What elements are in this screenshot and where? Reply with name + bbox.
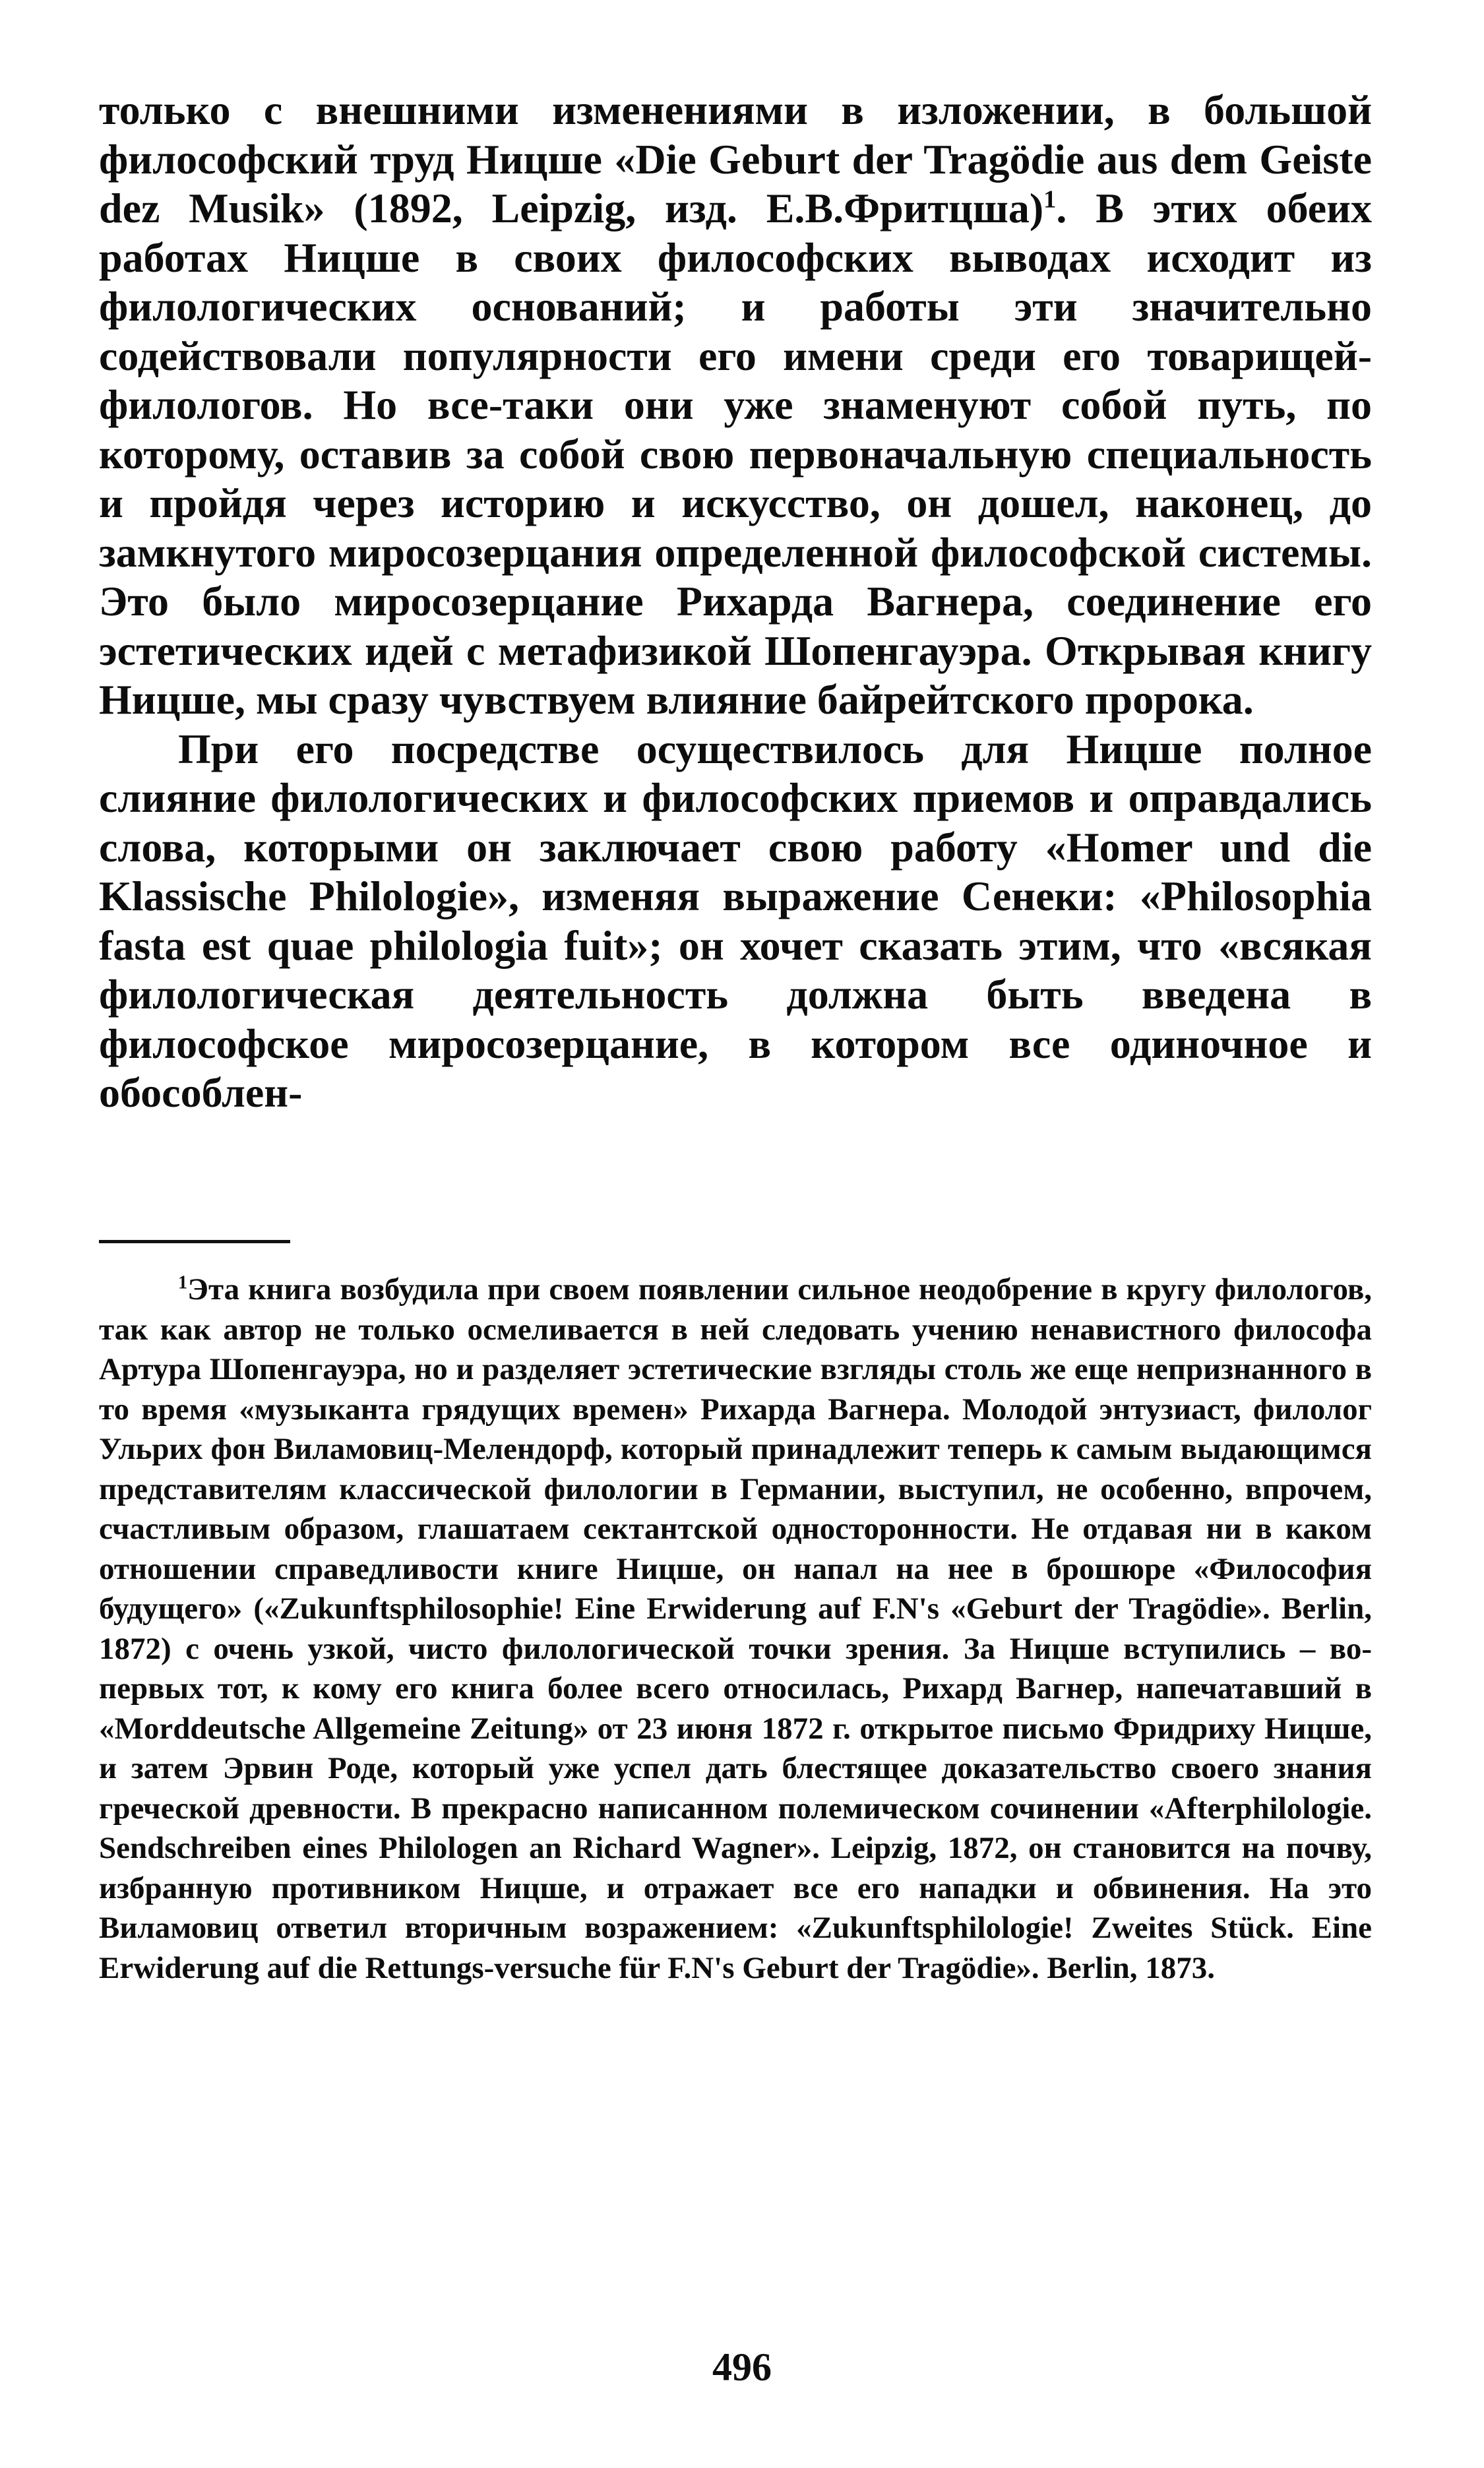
footnote-text: Эта книга возбудила при своем появлении сильное неодобрение в кругу филологов, так как автор не только осмеливается в ней следовать учению ненавистного философа Артура Шопенгауэра, но и разделяет эстетические взгляды столь же еще непризнанного в то время «музыканта грядущих времен» Рихарда Вагнера. Молодой энтузиаст, филолог Ульрих фон Виламовиц-Мелендорф, который принадлежит теперь к самым выдающимся представителям классической филологии в Германии, выступил, не особенно, впрочем, счастливым образом, глашатаем сектантской односторонности. Не отдавая ни в каком отношении справедливости книге Ницше, он напал на нее в брошюре «Философия будущего» («Zukunftsphilosophie! Eine Erwiderung auf F.N's «Geburt der Tragödie». Berlin, 1872) с очень узкой, чисто филологической точки зрения. За Ницше вступились – во-первых тот, к кому его книга более всего относилась, Рихард Вагнер, напечатавший в «Morddeutsche Allgemeine Zeitung» от 23 июня 1872 г. открытое письмо Фридриху Ницше, и затем Эрвин Роде, который уже успел дать блестящее доказательство своего знания греческой древности. В прекрасно написанном полемическом сочинении «Afterphilologie. Sendschreiben eines Philologen an Richard Wagner». Leipzig, 1872, он становится на почву, избранную противником Ницше, и отражает все его нападки и обвинения. На это Виламовиц ответил вторичным возражением: «Zukunftsphilologie! Zweites Stück. Eine Erwiderung auf die Rettungs-versuche für F.N's Geburt der Tragödie». Berlin, 1873. bbox=[99, 1272, 1372, 1985]
paragraph-1 bbox=[99, 86, 1372, 725]
page-number: 496 bbox=[712, 2345, 772, 2389]
main-body bbox=[99, 86, 1372, 1118]
footnote-marker: 1 bbox=[178, 1272, 188, 1293]
paragraph-2: При его посредстве осуществилось для Ницше полное слияние филологических и философских приемов и оправдались слова, которыми он заключает свою работу «Homer und die Klassische Philologie», изменяя выражение Сенеки: «Philosophia fasta est quae philologia fuit»; он хочет сказать этим, что «всякая филологическая деятельность должна быть введена в философское миросозерцание, в котором все одиночное и обособлен- bbox=[99, 725, 1372, 1116]
footnote-text-block bbox=[99, 1270, 1372, 1988]
footnote-reference-1[interactable]: 1 bbox=[1043, 185, 1057, 214]
paragraph-1-rest: . В этих обеих работах Ницше в своих философских выводах исходит из филологических оснований; и работы эти значительно содействовали популярности его имени среди его товарищей-филологов. Но все-таки они уже знаменуют собой путь, по которому, оставив за собой свою первоначальную специальность и пройдя через историю и искусство, он дошел, наконец, до замкнутого миросозерцания определенной философской системы. Это было миросозерцание Рихарда Вагнера, соединение его эстетических идей с метафизикой Шопенгауэра. Открывая книгу Ницше, мы сразу чувствуем влияние байрейтского пророка. bbox=[99, 185, 1373, 723]
main-text bbox=[99, 86, 1372, 1118]
paragraph-1-start: только с внешними изменениями в изложении, в большой философский труд Ницше «Die Geburt der Tragödie aus dem Geiste dez Musik» (1892, Leipzig, изд. Е.В.Фритцша) bbox=[99, 86, 1372, 231]
footnote-1 bbox=[99, 1270, 1372, 1988]
footnote-divider bbox=[99, 1240, 290, 1243]
